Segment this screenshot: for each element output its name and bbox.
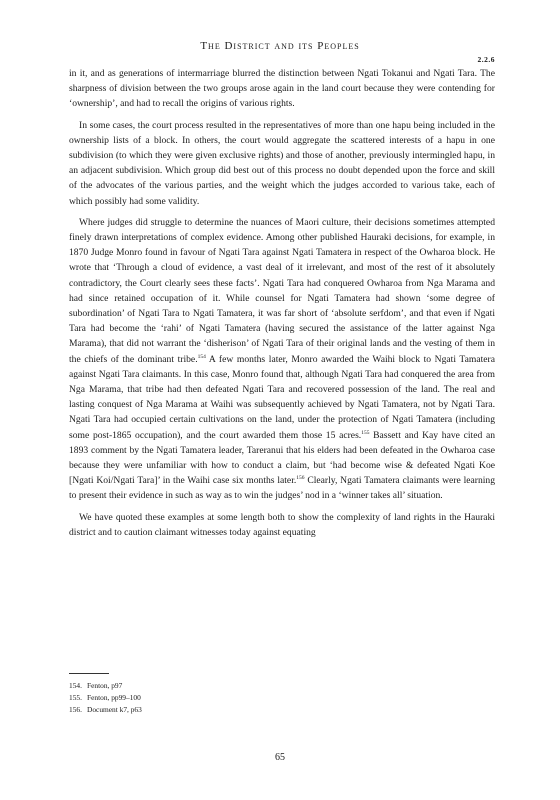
footnote-text: Fenton, p97 bbox=[87, 681, 123, 690]
footnote-text: Fenton, pp99–100 bbox=[87, 693, 141, 702]
footnote-ref-156: 156 bbox=[296, 475, 305, 482]
footnote-rule bbox=[69, 673, 109, 674]
footnote-ref-154: 154 bbox=[197, 353, 206, 360]
footnote-number: 156. bbox=[69, 705, 82, 714]
footnote-156 bbox=[69, 704, 495, 716]
body-text bbox=[69, 66, 495, 546]
footnote-ref-155: 155 bbox=[361, 429, 370, 436]
footnote-number: 154. bbox=[69, 681, 82, 690]
paragraph-1: in it, and as generations of intermarriage blurred the distinction between Ngati Tokanui and Ngati Tara. The sharpness of division between the two groups arose again in the land court because they were contending for ‘ownership’, and had to recall the origins of various rights. bbox=[69, 68, 495, 110]
paragraph-3-part-c: Bassett and Kay have cited an 1893 comment by the Ngati Tamatera leader, Tareranui that his elders had been defeated in the Owharoa case because they were unfamiliar with how to conduct a claim, but ‘had become wise & defeated Ngati Koe [Ngati Koi/Ngati Tara]’ in the Waihi case six months later. bbox=[69, 429, 496, 487]
paragraph-3-part-a: Where judges did struggle to determine the nuances of Maori culture, their decisions sometimes attempted finely drawn interpretations of complex evidence. Among other published Hauraki decisions, for example, in 1870 Judge Monro found in favour of Ngati Tara against Ngati Tamatera in respect of the Owharoa block. He wrote that ‘Through a cloud of evidence, a vast deal of it irrelevant, and most of the rest of it absolutely contradictory, the Court clearly sees these facts’. Ngati Tara had conquered Owharoa from Nga Marama and had since retained occupation of it. While counsel for Ngati Tamatera had shown ‘some degree of subordination’ of Ngati Tara to Ngati Tamatera, it was far short of ‘absolute serfdom’, and that even if Ngati Tara had become the ‘rahi’ of Ngati Tamatera (having secured the assistance of the latter against Nga Marama), that did not warrant the ‘disherison’ of Ngati Tara of their original lands and the vesting of them in the chiefs of the dominant tribe. bbox=[69, 216, 495, 365]
paragraph-3-part-b: A few months later, Monro awarded the Waihi block to Ngati Tamatera against Ngati Tara claimants. In this case, Monro found that, although Ngati Tara had conquered the area from Nga Marama, that tribe had then defeated Ngati Tara and recovered possession of the land. The real and lasting conquest of Nga Marama at Waihi was subsequently achieved by Ngati Tamatera, not by Ngati Tara. Ngati Tara had occupied certain cultivations on the land, under the protection of Ngati Tamatera (including some post-1865 occupation), and the court awarded them those 15 acres. bbox=[69, 353, 495, 441]
running-header: The District and its Peoples bbox=[200, 40, 360, 52]
paragraph-4: We have quoted these examples at some length both to show the complexity of land rights in the Hauraki district and to caution claimant witnesses today against equating bbox=[69, 511, 495, 538]
page-number: 65 bbox=[275, 752, 285, 763]
footnote-text: Document k7, p63 bbox=[87, 705, 142, 714]
footnote-number: 155. bbox=[69, 693, 82, 702]
paragraph-2: In some cases, the court process resulted in the representatives of more than one hapu being included in the ownership lists of a block. In others, the court would aggregate the scattered interests of a hapu in one subdivision (to which they were given exclusive rights) and those of another, previously intermingled hapu, in an adjacent subdivision. Which group did best out of this process no doubt depended upon the force and skill of the advocates of the various parties, and the weight which the judges accorded to various take, each of which possibly had some validity. bbox=[69, 119, 495, 207]
footnotes bbox=[69, 680, 495, 716]
section-number: 2.2.6 bbox=[477, 55, 495, 64]
paragraph-3-part-d: Clearly, Ngati Tamatera claimants were learning to present their evidence in such as way as to win the judges’ nod in a ‘winner takes all’ situation. bbox=[69, 475, 495, 502]
footnote-155 bbox=[69, 692, 495, 704]
paragraph-3 bbox=[69, 215, 495, 504]
footnote-154 bbox=[69, 680, 495, 692]
